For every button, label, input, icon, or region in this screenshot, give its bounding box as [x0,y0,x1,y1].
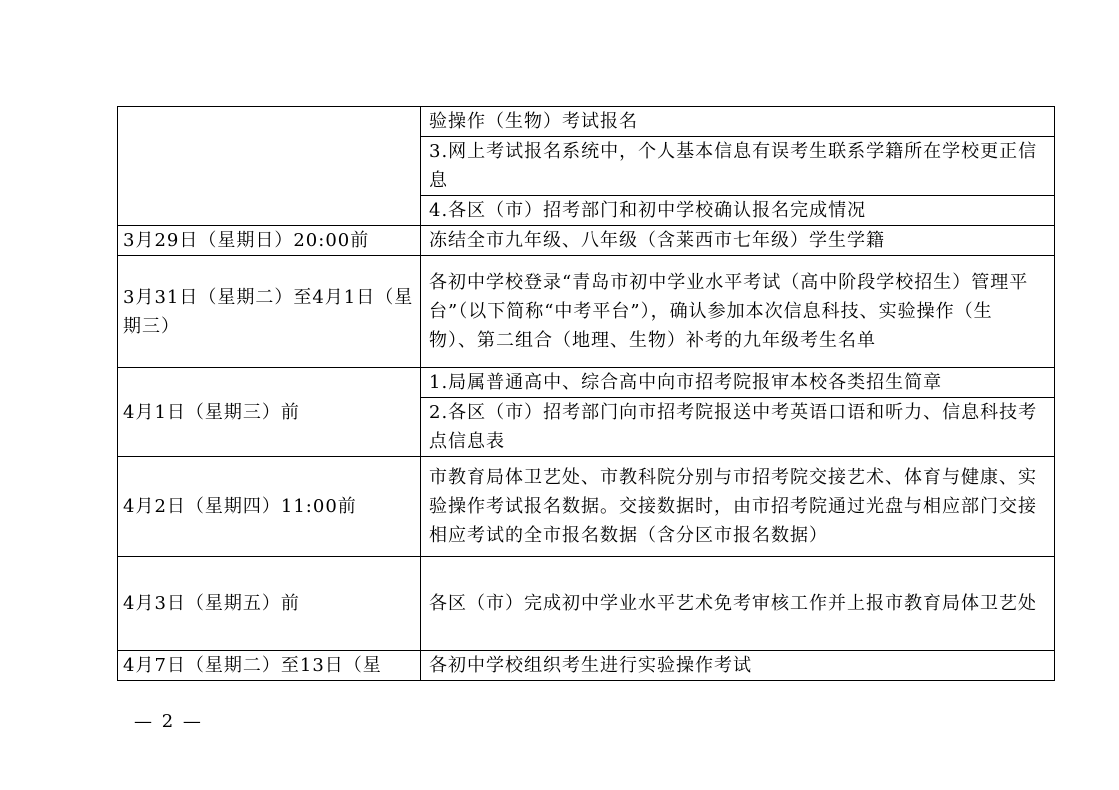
task-cell: 2.各区（市）招考部门向市招考院报送中考英语口语和听力、信息科技考点信息表 [421,398,1055,457]
page-number: — 2 — [134,711,203,732]
task-cell: 各区（市）完成初中学业水平艺术免考审核工作并上报市教育局体卫艺处 [421,557,1055,651]
table-row [118,226,1055,256]
task-cell: 各初中学校组织考生进行实验操作考试 [421,651,1055,681]
table-row [118,557,1055,651]
date-cell [118,107,421,226]
task-cell: 1.局属普通高中、综合高中向市招考院报审本校各类招生简章 [421,368,1055,398]
table-row [118,256,1055,368]
table-row [118,651,1055,681]
task-cell: 4.各区（市）招考部门和初中学校确认报名完成情况 [421,196,1055,226]
date-cell: 4月7日（星期二）至13日（星 [118,651,421,681]
date-cell: 4月2日（星期四）11:00前 [118,457,421,557]
task-cell: 各初中学校登录“青岛市初中学业水平考试（高中阶段学校招生）管理平台”（以下简称“中考平台”），确认参加本次信息科技、实验操作（生物）、第二组合（地理、生物）补考的九年级考生名单 [421,256,1055,368]
date-cell: 4月1日（星期三）前 [118,368,421,457]
date-cell: 3月31日（星期二）至4月1日（星期三） [118,256,421,368]
schedule-table [117,106,1055,681]
date-cell: 4月3日（星期五）前 [118,557,421,651]
task-cell: 验操作（生物）考试报名 [421,107,1055,137]
table-row [118,457,1055,557]
task-cell: 3.网上考试报名系统中，个人基本信息有误考生联系学籍所在学校更正信息 [421,137,1055,196]
table-row [118,107,1055,137]
date-cell: 3月29日（星期日）20:00前 [118,226,421,256]
table-row [118,368,1055,398]
task-cell: 冻结全市九年级、八年级（含莱西市七年级）学生学籍 [421,226,1055,256]
task-cell: 市教育局体卫艺处、市教科院分别与市招考院交接艺术、体育与健康、实验操作考试报名数据。交接数据时，由市招考院通过光盘与相应部门交接相应考试的全市报名数据（含分区市报名数据） [421,457,1055,557]
